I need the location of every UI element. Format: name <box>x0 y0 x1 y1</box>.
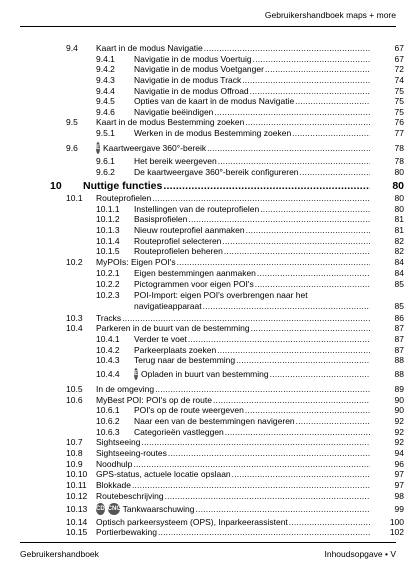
toc-page: 86 <box>394 313 404 323</box>
toc-label: Noodhulp <box>96 459 133 469</box>
toc-label: Routeprofiel selecteren <box>134 236 222 246</box>
toc-page: 89 <box>394 384 404 394</box>
toc-label: Navigatie in de modus Voetganger <box>134 64 264 74</box>
icon-badge: E <box>134 368 138 380</box>
toc-page: 84 <box>394 268 404 278</box>
toc-page: 74 <box>394 75 404 85</box>
toc-label: Verder te voet <box>134 334 187 344</box>
toc-row[interactable] <box>0 127 416 139</box>
toc-page: 81 <box>394 225 404 235</box>
toc-row[interactable] <box>0 354 416 366</box>
toc-number: 10.1.1 <box>96 204 120 214</box>
toc-row[interactable] <box>0 503 416 515</box>
toc-number: 10.5 <box>66 384 83 394</box>
toc-label: Tankwaarschuwing <box>122 504 195 514</box>
leader-dots <box>270 368 370 380</box>
toc-number: 10.4.3 <box>96 355 120 365</box>
toc-number: 9.6.2 <box>96 167 115 177</box>
toc-label: Navigatie beëindigen <box>134 107 214 117</box>
toc-page: 85 <box>394 279 404 289</box>
toc-number: 10.6.1 <box>96 405 120 415</box>
toc-number: 9.4 <box>66 43 78 53</box>
toc-label: Eigen bestemmingen aanmaken <box>134 268 256 278</box>
toc-row-continuation <box>0 300 416 312</box>
leader-dots <box>300 166 370 178</box>
toc-number: 10.4.2 <box>96 345 120 355</box>
toc-page: 88 <box>394 369 404 379</box>
toc-page: 82 <box>394 236 404 246</box>
toc-page: 72 <box>394 64 404 74</box>
toc-number: 10.2.3 <box>96 290 120 300</box>
toc-number: 9.5 <box>66 117 78 127</box>
toc-number: 10.4.1 <box>96 334 120 344</box>
toc-row[interactable] <box>0 166 416 178</box>
toc-number: 10.7 <box>66 437 83 447</box>
toc-page: 80 <box>394 167 404 177</box>
toc-label: Werken in de modus Bestemming zoeken <box>134 128 292 138</box>
toc-number: 10.15 <box>66 527 88 537</box>
toc-label: Blokkade <box>96 480 131 490</box>
toc-number: 10.2 <box>66 257 83 267</box>
toc-number: 10.1.5 <box>96 246 120 256</box>
toc-page: 81 <box>394 214 404 224</box>
toc-label: Parkeerplaats zoeken <box>134 345 217 355</box>
toc-page: 75 <box>394 96 404 106</box>
toc-page: 94 <box>394 448 404 458</box>
leader-dots <box>165 490 370 502</box>
toc-number: 9.4.2 <box>96 64 115 74</box>
toc-label: Parkeren in de buurt van de bestemming <box>96 323 250 333</box>
toc-number: 10.2.2 <box>96 279 120 289</box>
toc-number: 9.4.1 <box>96 54 115 64</box>
toc-number: 10.13 <box>66 504 88 514</box>
toc-page: 80 <box>394 193 404 203</box>
footer-rule <box>20 542 396 543</box>
toc-label: Routeprofielen beheren <box>134 246 223 256</box>
toc-number: 9.4.6 <box>96 107 115 117</box>
toc-label: Portierbewaking <box>96 527 157 537</box>
toc-label: Navigatie in de modus Offroad <box>134 86 249 96</box>
toc-page: 80 <box>392 180 404 192</box>
toc-label: Navigatie in de modus Voertuig <box>134 54 252 64</box>
toc-page: 80 <box>394 204 404 214</box>
toc-page: 96 <box>394 459 404 469</box>
toc-label: Navigatie in de modus Track <box>134 75 242 85</box>
toc-number: 10.1.4 <box>96 236 120 246</box>
toc-label: De kaartweergave 360°-bereik configureren <box>134 167 299 177</box>
footer-right: Inhoudsopgave • V <box>324 549 396 559</box>
toc-page: 82 <box>394 246 404 256</box>
toc-number: 10.14 <box>66 517 88 527</box>
leader-dots <box>158 526 370 538</box>
toc-label: navigatieapparaat <box>134 301 202 311</box>
toc-page: 100 <box>389 517 404 527</box>
toc-row[interactable] <box>0 289 416 301</box>
toc-label: Nieuw routeprofiel aanmaken <box>134 225 245 235</box>
toc-label: Optisch parkeersysteem (OPS), Inparkeerassistent <box>96 517 288 527</box>
toc-row[interactable] <box>0 526 416 538</box>
toc-page: 97 <box>394 469 404 479</box>
leader-dots <box>207 142 370 154</box>
toc-page: 98 <box>394 491 404 501</box>
toc-page: 90 <box>394 405 404 415</box>
header-title: Gebruikershandboek maps + more <box>264 10 396 20</box>
toc-number: 10.1.2 <box>96 214 120 224</box>
toc-number: 10.6 <box>66 395 83 405</box>
toc-page: 88 <box>394 355 404 365</box>
toc-page: 67 <box>394 43 404 53</box>
toc-page: 92 <box>394 416 404 426</box>
toc-number: 10.8 <box>66 448 83 458</box>
toc-row[interactable] <box>0 179 416 193</box>
toc-label: MyPOIs: Eigen POI's <box>96 257 176 267</box>
toc-page: 87 <box>394 345 404 355</box>
toc-label: Categorieën vastleggen <box>134 427 224 437</box>
toc-number: 10.6.3 <box>96 427 120 437</box>
toc-label: Routebeschrijving <box>96 491 164 501</box>
toc-label: Sightseeing <box>96 437 141 447</box>
toc-label: Nuttige functies <box>83 180 163 192</box>
toc-label: Het bereik weergeven <box>134 156 217 166</box>
page-header <box>20 10 396 27</box>
toc-page: 87 <box>394 323 404 333</box>
toc-page: 92 <box>394 437 404 447</box>
toc-page: 84 <box>394 257 404 267</box>
toc-page: 78 <box>394 156 404 166</box>
icon-badge: CD <box>96 503 105 515</box>
icon-badge: CNG <box>108 503 120 515</box>
toc-number: 10 <box>50 180 62 192</box>
toc-number: 9.5.1 <box>96 128 115 138</box>
toc-number: 9.6 <box>66 143 78 153</box>
toc-number: 9.4.3 <box>96 75 115 85</box>
leader-dots <box>203 300 370 312</box>
toc-label: POI-Import: eigen POI's overbrengen naar het <box>134 290 308 300</box>
toc-number: 9.6.1 <box>96 156 115 166</box>
toc-label: Terug naar de bestemming <box>134 355 236 365</box>
toc-label: MyBest POI: POI's op de route <box>96 395 212 405</box>
toc-row[interactable] <box>0 490 416 502</box>
toc-number: 10.1 <box>66 193 83 203</box>
toc-label: Instellingen van de routeprofielen <box>134 204 260 214</box>
toc-page: 75 <box>394 86 404 96</box>
toc-number: 10.11 <box>66 480 87 490</box>
leader-dots <box>163 179 370 193</box>
toc-page: 67 <box>394 54 404 64</box>
toc-label: Naar een van de bestemmingen navigeren <box>134 416 295 426</box>
toc-label: Opties van de kaart in de modus Navigatie <box>134 96 295 106</box>
leader-dots <box>292 127 370 139</box>
toc-row[interactable] <box>0 368 416 380</box>
toc-label: Routeprofielen <box>96 193 152 203</box>
toc-row[interactable] <box>0 142 416 154</box>
toc-label: GPS-status, actuele locatie opslaan <box>96 469 231 479</box>
toc-page: 77 <box>394 128 404 138</box>
toc-page: 99 <box>394 504 404 514</box>
leader-dots <box>196 503 371 515</box>
toc-label: Pictogrammen voor eigen POI's <box>134 279 254 289</box>
toc-label: Kaart in de modus Bestemming zoeken <box>96 117 245 127</box>
toc-number: 10.4.4 <box>96 369 120 379</box>
toc-number: 10.1.3 <box>96 225 120 235</box>
toc-label: In de omgeving <box>96 384 155 394</box>
toc-label: Opladen in buurt van bestemming <box>141 369 269 379</box>
toc-page: 87 <box>394 334 404 344</box>
toc-label: Kaartweergave 360°-bereik <box>103 143 207 153</box>
toc-number: 10.9 <box>66 459 83 469</box>
toc-number: 10.3 <box>66 313 83 323</box>
toc-page: 102 <box>389 527 404 537</box>
toc-number: 10.6.2 <box>96 416 120 426</box>
toc-number: 10.12 <box>66 491 88 501</box>
leader-dots <box>236 354 370 366</box>
toc-label: POI's op de route weergeven <box>134 405 244 415</box>
toc-number: 9.4.5 <box>96 96 115 106</box>
toc-label: Tracks <box>96 313 122 323</box>
icon-badge: E <box>96 142 100 154</box>
toc-label: Basisprofielen <box>134 214 188 224</box>
toc-label: Sightseeing-routes <box>96 448 167 458</box>
toc-page: 75 <box>394 107 404 117</box>
toc-label: Kaart in de modus Navigatie <box>96 43 203 53</box>
toc-number: 10.10 <box>66 469 88 479</box>
toc-page: 85 <box>394 301 404 311</box>
toc-page: 78 <box>394 143 404 153</box>
toc-page: 76 <box>394 117 404 127</box>
toc-page: 97 <box>394 480 404 490</box>
toc-page: 90 <box>394 395 404 405</box>
toc-number: 10.4 <box>66 323 83 333</box>
footer-left: Gebruikershandboek <box>20 549 99 559</box>
toc-page: 92 <box>394 427 404 437</box>
toc-number: 9.4.4 <box>96 86 115 96</box>
toc-number: 10.2.1 <box>96 268 120 278</box>
